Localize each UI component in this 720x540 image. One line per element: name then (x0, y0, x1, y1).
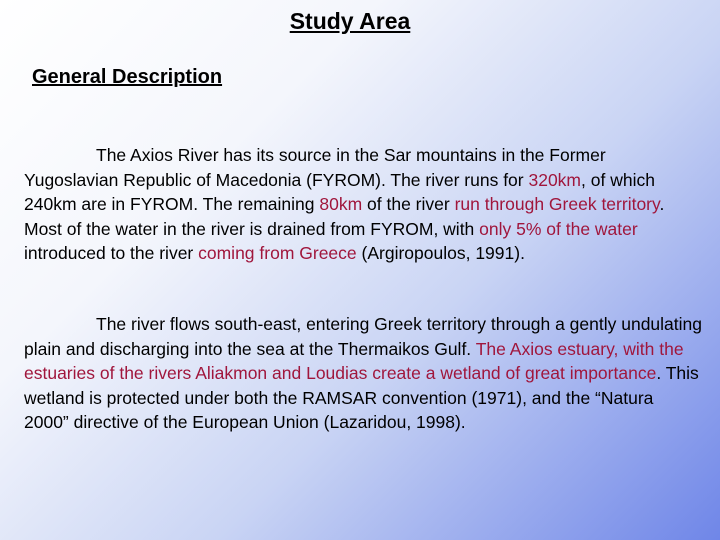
highlight-text: coming from Greece (198, 243, 357, 264)
paragraph-river-flow (24, 312, 702, 435)
paragraph-axios-source (24, 143, 702, 266)
highlight-text: only 5% of the water (479, 218, 638, 239)
text-span: , of which 240km are in FYROM. The remaining (24, 169, 655, 215)
text-span: The Axios River has its source in the Sar mountains in the Former Yugoslavian Republic of Macedonia (FYROM). The river runs for (24, 145, 606, 190)
text-span: The river flows south-east, entering Greek territory through a gently undulating plain and discharging into the sea at the Thermaikos Gulf. (24, 314, 703, 359)
text-span: of the river (362, 194, 455, 215)
text-span: . This wetland is protected under both the RAMSAR convention (1971), and the “Natura 2000” directive of the European Union (Lazaridou, 1998). (24, 363, 699, 433)
slide-title: Study Area (289, 8, 411, 34)
section-heading: General Description (32, 66, 223, 88)
text-span: introduced to the river (24, 243, 199, 264)
highlight-text: 80km (319, 194, 363, 215)
highlight-text: 320km (528, 169, 582, 190)
highlight-text: run through Greek territory (454, 194, 660, 215)
text-span: (Argiropoulos, 1991). (356, 243, 525, 264)
highlight-text: The Axios estuary, with the estuaries of the rivers Aliakmon and Loudias create a wetland of great importance (24, 338, 684, 384)
text-span: . Most of the water in the river is drained from FYROM, with (24, 194, 665, 239)
